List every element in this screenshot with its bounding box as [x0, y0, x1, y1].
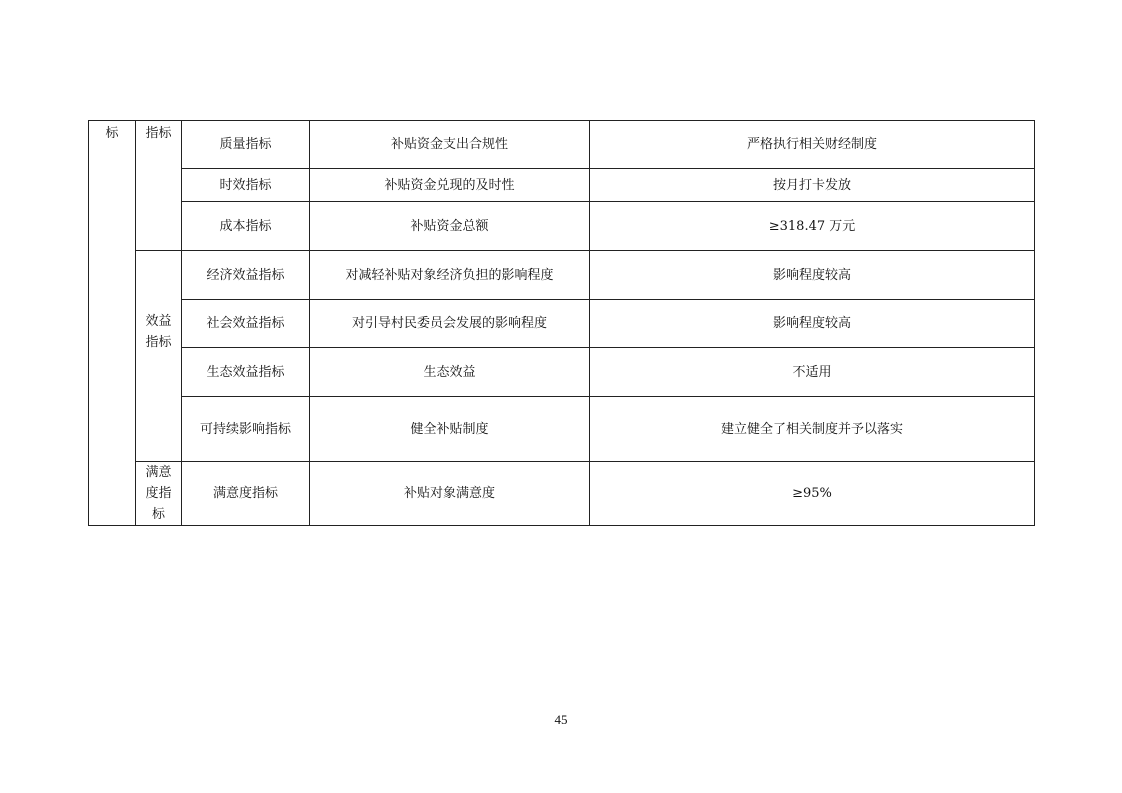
value-text: 按月打卡发放: [772, 177, 851, 193]
table-row: [89, 121, 1035, 169]
value-cell: [590, 300, 1035, 348]
content-cell: [310, 348, 590, 397]
indicator-label: 可持续影响指标: [199, 421, 291, 437]
table-row: [89, 202, 1035, 251]
table-row: [89, 397, 1035, 462]
value-cell: [590, 121, 1035, 169]
value-cell: [590, 462, 1035, 526]
level1-cell: [89, 121, 136, 526]
value-cell: [590, 397, 1035, 462]
indicator-label: 社会效益指标: [206, 316, 285, 331]
indicator-label: 满意度指标: [212, 486, 278, 501]
indicator-cell: [182, 462, 310, 526]
content-cell: [310, 202, 590, 251]
indicator-cell: [182, 169, 310, 202]
indicator-cell: [182, 300, 310, 348]
level2-label: 指标: [145, 126, 172, 141]
content-text: 补贴资金支出合规性: [390, 137, 508, 152]
indicator-cell: [182, 121, 310, 169]
value-text: ≥95%: [792, 486, 832, 501]
indicator-cell: [182, 251, 310, 300]
page-number: 45: [554, 712, 568, 727]
indicator-cell: [182, 348, 310, 397]
value-cell: [590, 348, 1035, 397]
value-text: 严格执行相关财经制度: [746, 137, 877, 152]
level2-label: 效益指标: [145, 314, 172, 350]
content-text: 对引导村民委员会发展的影响程度: [351, 316, 547, 331]
value-cell: [590, 251, 1035, 300]
indicator-cell: [182, 202, 310, 251]
performance-indicator-table: [88, 120, 1035, 526]
content-cell: [310, 121, 590, 169]
level2-cell-output: [136, 121, 182, 251]
content-text: 补贴对象满意度: [403, 486, 495, 501]
indicator-label: 成本指标: [219, 218, 272, 234]
value-cell: [590, 169, 1035, 202]
table-row: [89, 169, 1035, 202]
content-cell: [310, 251, 590, 300]
content-text: 对减轻补贴对象经济负担的影响程度: [345, 267, 554, 283]
value-text: 不适用: [792, 364, 832, 380]
content-text: 补贴资金兑现的及时性: [384, 177, 515, 193]
indicator-label: 经济效益指标: [206, 267, 285, 283]
indicator-label: 质量指标: [219, 137, 272, 152]
indicator-label: 生态效益指标: [206, 364, 285, 380]
content-cell: [310, 300, 590, 348]
indicator-label: 时效指标: [219, 177, 272, 193]
level2-cell-benefit: [136, 251, 182, 462]
content-cell: [310, 169, 590, 202]
value-cell: [590, 202, 1035, 251]
indicator-cell: [182, 397, 310, 462]
level2-cell-satisfaction: [136, 462, 182, 526]
content-cell: [310, 462, 590, 526]
value-text: 影响程度较高: [772, 316, 851, 331]
content-text: 健全补贴制度: [410, 421, 489, 437]
value-text: ≥318.47 万元: [768, 218, 856, 234]
table-row: [89, 348, 1035, 397]
content-text: 补贴资金总额: [410, 218, 489, 234]
value-text: 建立健全了相关制度并予以落实: [720, 421, 903, 437]
level1-label: 标: [105, 126, 119, 141]
table-row: [89, 251, 1035, 300]
content-text: 生态效益: [423, 364, 476, 380]
table-row: [89, 462, 1035, 526]
content-cell: [310, 397, 590, 462]
table-row: [89, 300, 1035, 348]
value-text: 影响程度较高: [772, 267, 851, 283]
level2-label: 满意度指标: [145, 465, 172, 522]
